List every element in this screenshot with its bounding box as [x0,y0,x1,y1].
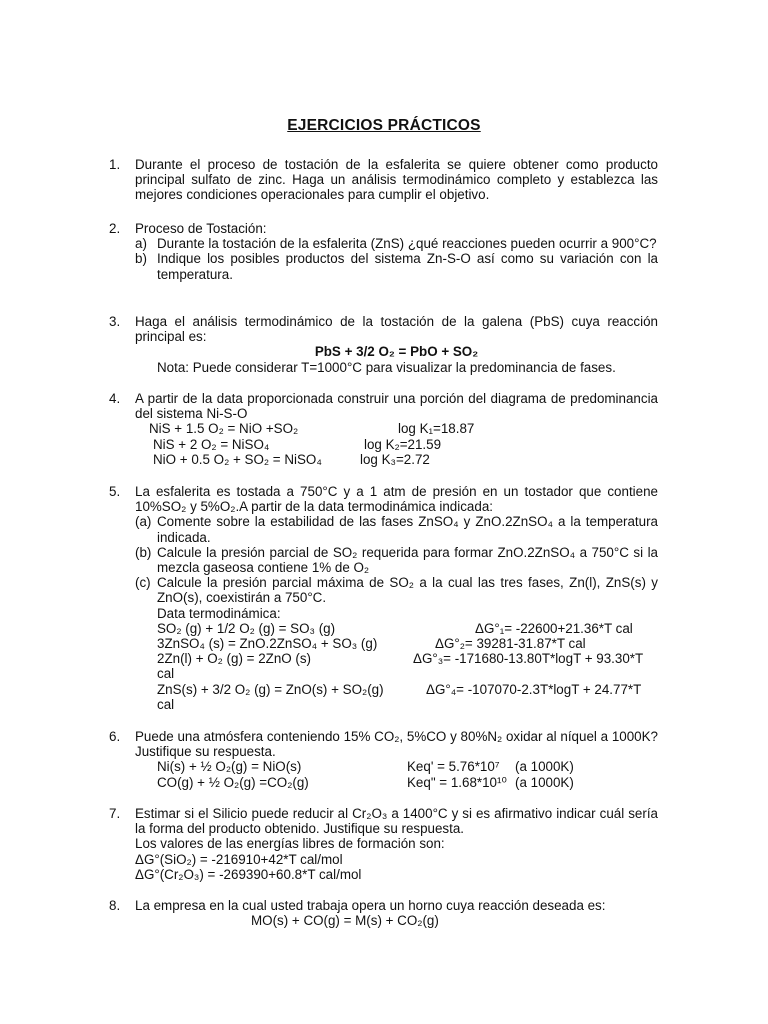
reaction: Ni(s) + ½ O₂(g) = NiO(s) [157,759,302,775]
exercise-text: La esfalerita es tostada a 750°C y a 1 atm de presión en un tostador que contiene 10%SO₂ y 5%O₂.A partir de la data termodinámica indicada: [135,484,658,515]
exercise-text: La empresa en la cual usted trabaja opera un horno cuya reacción deseada es: [135,898,606,913]
exercise-number: 7. [109,806,121,821]
sub-question [135,514,658,544]
exercise-number: 6. [109,729,121,744]
keq-row [135,775,658,790]
unit: cal [157,696,175,712]
exercise-text: Haga el análisis termodinámico de la tostación de la galena (PbS) cuya reacción principal es: [135,314,658,345]
line-text: Los valores de las energías libres de formación son: [135,836,445,852]
thermo-row [135,621,658,636]
keq-value: Keq" = 1.68*10¹⁰ [407,774,507,790]
reaction: 2Zn(l) + O₂ (g) = 2ZnO (s) [157,651,312,667]
exercise-number: 3. [109,314,121,329]
sub-question [135,251,658,281]
exercise-1 [109,157,658,203]
log-k: log K₂=21.59 [364,436,442,452]
sub-label: (b) [135,544,152,560]
keq-row [135,759,658,774]
sub-label: (c) [135,575,151,591]
exercise-text: Proceso de Tostación: [135,221,267,236]
thermo-row [135,651,658,666]
exercise-text: Durante el proceso de tostación de la esfalerita se quiere obtener como producto principal sulfato de zinc. Haga un análisis termodinámico completo y establezca las mejores condiciones operacionales para cumplir el objetivo. [135,157,658,203]
exercise-8 [109,898,658,928]
exercise-5 [109,484,658,712]
sub-question [135,236,658,251]
log-k: log K₁=18.87 [398,421,475,437]
sub-question [135,575,658,605]
reaction: NiS + 2 O₂ = NiSO₄ [153,436,270,452]
data-label: Data termodinámica: [157,605,281,621]
delta-g: ΔG°₄= -107070-2.3T*logT + 24.77*T [426,681,642,697]
reaction-row [135,452,658,467]
reaction: NiS + 1.5 O₂ = NiO +SO₂ [149,421,299,437]
sub-label: b) [135,251,147,267]
exercise-number: 5. [109,484,121,499]
sub-text: Calcule la presión parcial de SO₂ requerida para formar ZnO.2ZnSO₄ a 750°C si la mezcla gaseosa contiene 1% de O₂ [157,544,658,576]
delta-g: ΔG°₃= -171680-13.80T*logT + 93.30*T [413,651,644,667]
log-k: log K₃=2.72 [360,451,430,467]
reaction-equation: MO(s) + CO(g) = M(s) + CO₂(g) [251,913,439,929]
exercise-number: 8. [109,898,121,913]
sub-text: Calcule la presión parcial máxima de SO₂ a la cual las tres fases, Zn(l), ZnS(s) y ZnO(s), coexistirán a 750°C. [157,575,658,606]
exercise-number: 1. [109,157,121,172]
exercise-text: A partir de la data proporcionada construir una porción del diagrama de predominancia del sistema Ni-S-O [135,391,658,422]
exercise-2 [109,221,658,282]
delta-g: ΔG°₂= 39281-31.87*T cal [435,636,586,652]
reaction: 3ZnSO₄ (s) = ZnO.2ZnSO₄ + SO₃ (g) [157,636,378,652]
keq-temp: (a 1000K) [515,759,574,775]
keq-temp: (a 1000K) [515,774,574,790]
sub-text: Indique los posibles productos del sistema Zn-S-O así como su variación con la temperatura. [157,251,658,282]
thermo-row [135,697,658,712]
sub-text: Comente sobre la estabilidad de las fases ZnSO₄ y ZnO.2ZnSO₄ a la temperatura indicada. [157,514,658,545]
delta-g: ΔG°₁= -22600+21.36*T cal [475,620,633,636]
exercise-6 [109,729,658,790]
keq-value: Keq' = 5.76*10⁷ [407,759,500,775]
line-text: ΔG°(Cr₂O₃) = -269390+60.8*T cal/mol [135,866,362,882]
exercise-text: Puede una atmósfera conteniendo 15% CO₂, 5%CO y 80%N₂ oxidar al níquel a 1000K? Justifique su respuesta. [135,729,658,760]
reaction: CO(g) + ½ O₂(g) =CO₂(g) [157,774,309,790]
exercise-number: 2. [109,221,121,236]
sub-label: a) [135,236,147,252]
thermo-row [135,682,658,697]
exercise-4 [109,391,658,467]
sub-label: (a) [135,514,152,530]
note-text: Nota: Puede considerar T=1000°C para visualizar la predominancia de fases. [157,359,616,375]
reaction: SO₂ (g) + 1/2 O₂ (g) = SO₃ (g) [157,620,336,636]
unit: cal [157,666,175,682]
reaction: ZnS(s) + 3/2 O₂ (g) = ZnO(s) + SO₂(g) [157,681,384,697]
reaction-row [135,437,658,452]
thermo-row [135,666,658,681]
reaction-row [135,421,658,436]
exercise-3 [109,314,658,375]
exercise-text: Estimar si el Silicio puede reducir al Cr₂O₃ a 1400°C y si es afirmativo indicar cuál sería la forma del producto obtenido. Justifique su respuesta. [135,806,658,837]
page-title: EJERCICIOS PRÁCTICOS [287,117,481,134]
sub-text: Durante la tostación de la esfalerita (ZnS) ¿qué reacciones pueden ocurrir a 900°C? [157,236,657,252]
sub-question [135,545,658,575]
reaction-equation: PbS + 3/2 O₂ = PbO + SO₂ [314,344,479,360]
line-text: ΔG°(SiO₂) = -216910+42*T cal/mol [135,851,343,867]
reaction: NiO + 0.5 O₂ + SO₂ = NiSO₄ [153,451,322,467]
exercise-number: 4. [109,391,121,406]
exercise-7 [109,806,658,882]
thermo-row [135,636,658,651]
